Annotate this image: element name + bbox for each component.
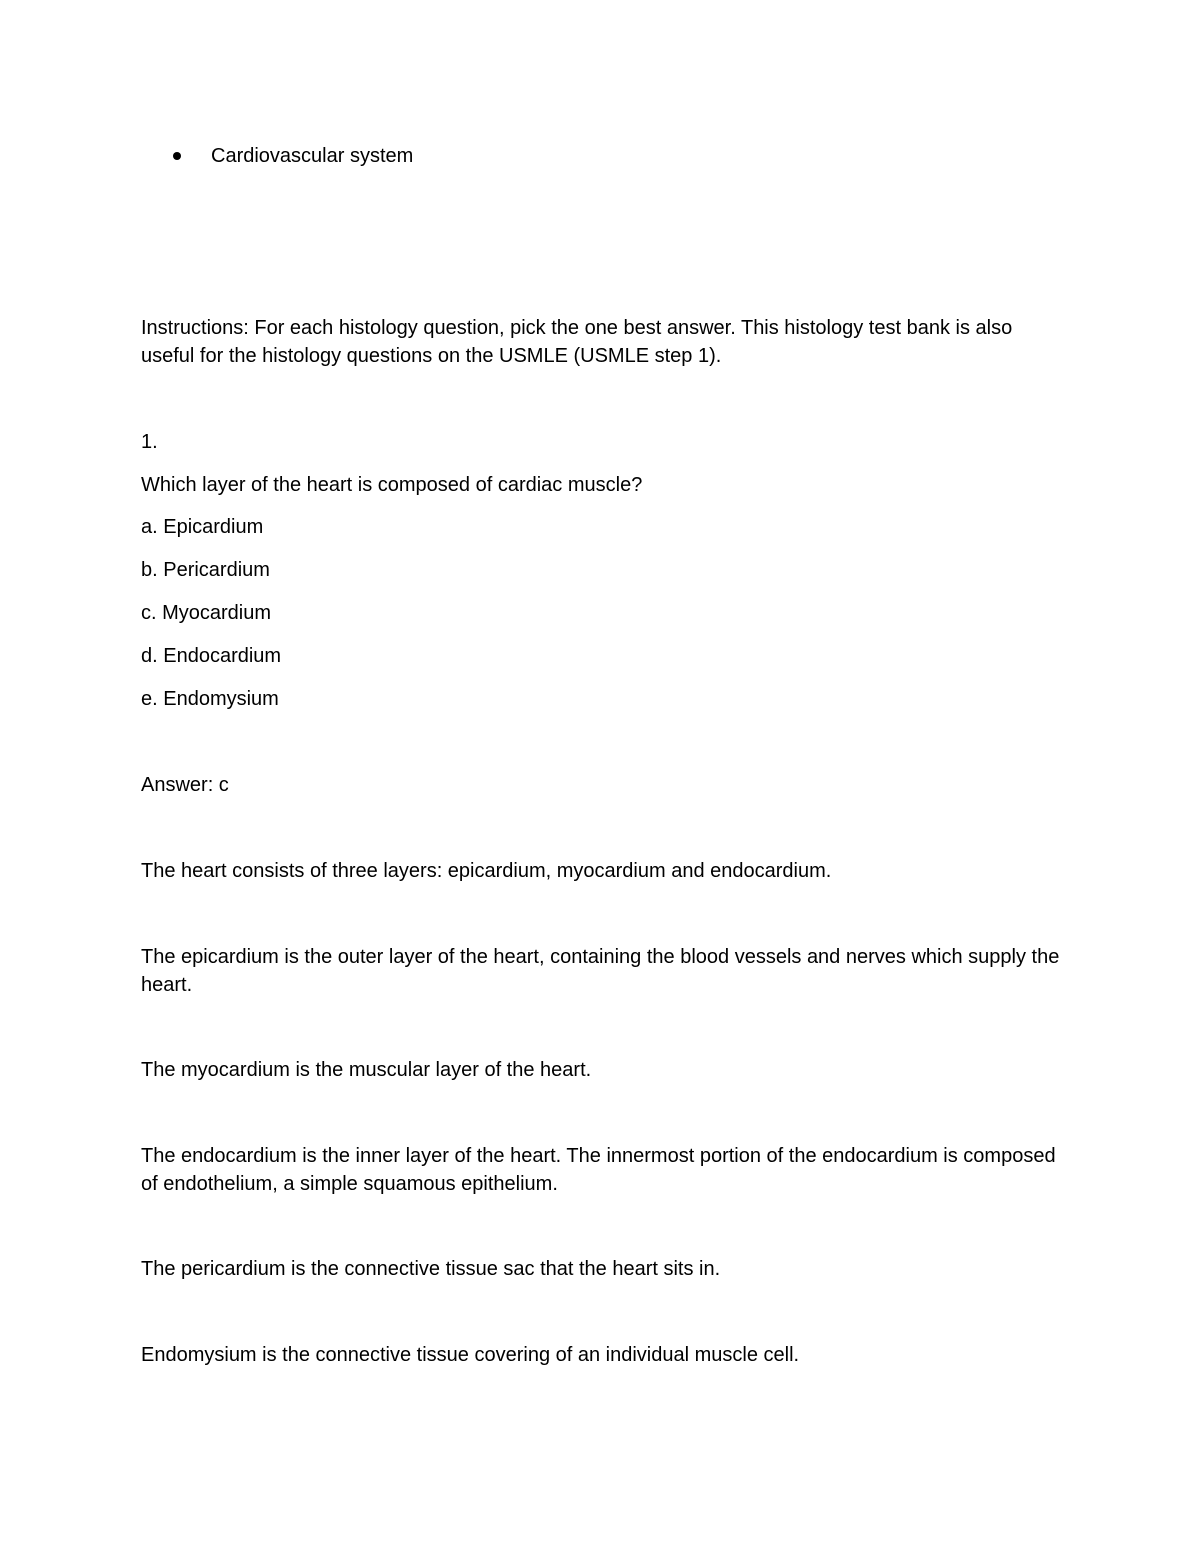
option-a: a. Epicardium: [141, 516, 264, 538]
option-d: d. Endocardium: [141, 645, 282, 667]
option-b: b. Pericardium: [141, 559, 270, 581]
explanation-paragraph: Endomysium is the connective tissue covering of an individual muscle cell.: [141, 1344, 800, 1366]
instructions-paragraph: Instructions: For each histology question, pick the one best answer. This histology test bank is also useful for the histology questions on the USMLE (USMLE step 1).: [141, 317, 1013, 367]
explanation-paragraph: The epicardium is the outer layer of the heart, containing the blood vessels and nerves which supply the heart.: [141, 946, 1060, 996]
explanation-paragraph: The myocardium is the muscular layer of the heart.: [141, 1059, 592, 1081]
explanation-paragraph: The pericardium is the connective tissue sac that the heart sits in.: [141, 1258, 721, 1280]
option-e: e. Endomysium: [141, 688, 279, 710]
question-text: Which layer of the heart is composed of cardiac muscle?: [141, 474, 643, 496]
explanation-paragraph: The endocardium is the inner layer of the heart. The innermost portion of the endocardium is composed of endothelium, a simple squamous epithelium.: [141, 1145, 1056, 1195]
explanation-paragraph: The heart consists of three layers: epicardium, myocardium and endocardium.: [141, 860, 832, 882]
answer-text: Answer: c: [141, 774, 229, 796]
option-c: c. Myocardium: [141, 602, 272, 624]
bullet-text: Cardiovascular system: [211, 145, 414, 167]
bullet-icon: [173, 152, 181, 160]
question-number: 1.: [141, 431, 158, 453]
